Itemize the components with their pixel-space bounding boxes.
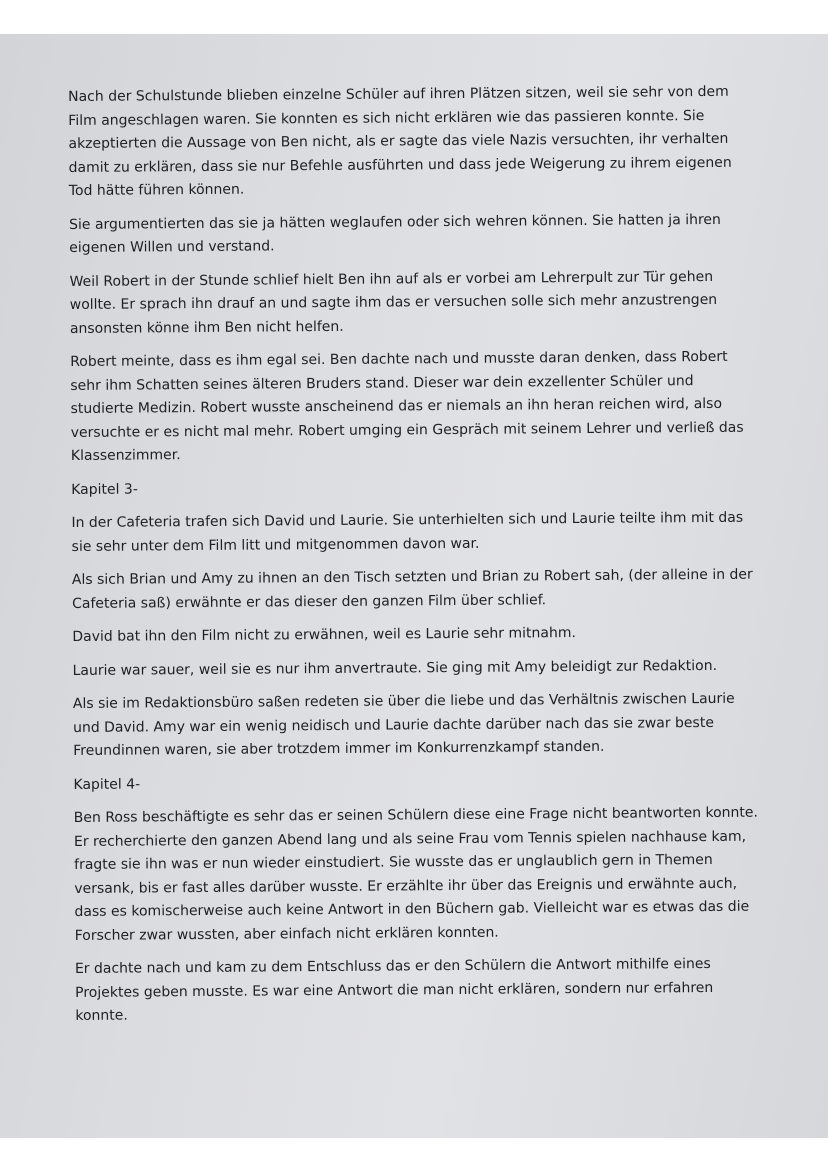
paragraph: Robert meinte, dass es ihm egal sei. Ben dachte nach und musste daran denken, dass Robert sehr ihm Schatten seines älteren Bruders stand. Dieser war dein exzellenter Schüler und studierte Medizin. Robert wusste anscheinend das er niemals an ihn heran reichen wird, also versuchte er es nicht mal mehr. Robert umging ein Gespräch mit seinem Lehrer und verließ das Klassenzimmer. [70, 348, 744, 464]
paragraph: Er dachte nach und kam zu dem Entschluss das er den Schülern die Antwort mithilfe eines Projektes geben musste. Es war eine Antwort die man nicht erklären, sondern nur erfahren konnte. [74, 955, 714, 1024]
paragraph: Als sie im Redaktionsbüro saßen redeten sie über die liebe und das Verhältnis zwischen Laurie und David. Amy war ein wenig neidisch und Laurie dachte darüber nach das sie zwar beste Freundinnen waren, sie aber trotzdem immer im Konkurrenzkampf standen. [72, 690, 735, 759]
paragraph: David bat ihn den Film nicht zu erwähnen, weil es Laurie sehr mitnahm. [72, 625, 576, 645]
paragraph: Weil Robert in der Stunde schlief hielt Ben ihn auf als er vorbei am Lehrerpult zur Tür gehen wollte. Er sprach ihn drauf an und sagte ihm das er versuchen solle sich mehr anzustrengen ansonsten könne ihm Ben nicht helfen. [69, 268, 718, 337]
document-body [68, 81, 765, 1039]
paragraph: Als sich Brian und Amy zu ihnen an den Tisch setzten und Brian zu Robert sah, (der alleine in der Cafeteria saß) erwähnte er das dieser den ganzen Film über schlief. [71, 566, 753, 612]
paragraph: Sie argumentierten das sie ja hätten weglaufen oder sich wehren können. Sie hatten ja ihren eigenen Willen und verstand. [69, 211, 721, 256]
paragraph: Laurie war sauer, weil sie es nur ihm anvertraute. Sie ging mit Amy beleidigt zur Redaktion. [72, 657, 718, 679]
paper-sheet [0, 34, 828, 1138]
paragraph: In der Cafeteria trafen sich David und Laurie. Sie unterhielten sich und Laurie teilte ihm mit das sie sehr unter dem Film litt und mitgenommen davon war. [71, 509, 744, 555]
paragraph: Nach der Schulstunde blieben einzelne Schüler auf ihren Plätzen sitzen, weil sie sehr von dem Film angeschlagen waren. Sie konnten es sich nicht erklären wie das passieren konnte. Sie akzeptierten die Aussage von Ben nicht, als er sagte das viele Nazis versuchten, ihr verhalten damit zu erklären, dass sie nur Befehle ausführten und dass jede Weigerung zu ihrem eigenen Tod hätte führen können. [68, 83, 732, 199]
chapter-heading: Kapitel 3- [71, 480, 138, 498]
chapter-heading: Kapitel 4- [73, 775, 141, 793]
paragraph: Ben Ross beschäftigte es sehr das er seinen Schülern diese eine Frage nicht beantworten konnte. Er recherchierte den ganzen Abend lang und als seine Frau vom Tennis spielen nachhause kam, fragte sie ihn was er nun wieder einstudiert. Sie wusste das er unglaublich gern in Themen versank, bis er fast alles darüber wusste. Er erzählte ihr über das Ereignis und erwähnte auch, dass es komischerweise auch keine Antwort in den Büchern gab. Vielleicht war es etwas das die Forscher zwar wussten, aber einfach nicht erklären konnten. [73, 804, 759, 944]
